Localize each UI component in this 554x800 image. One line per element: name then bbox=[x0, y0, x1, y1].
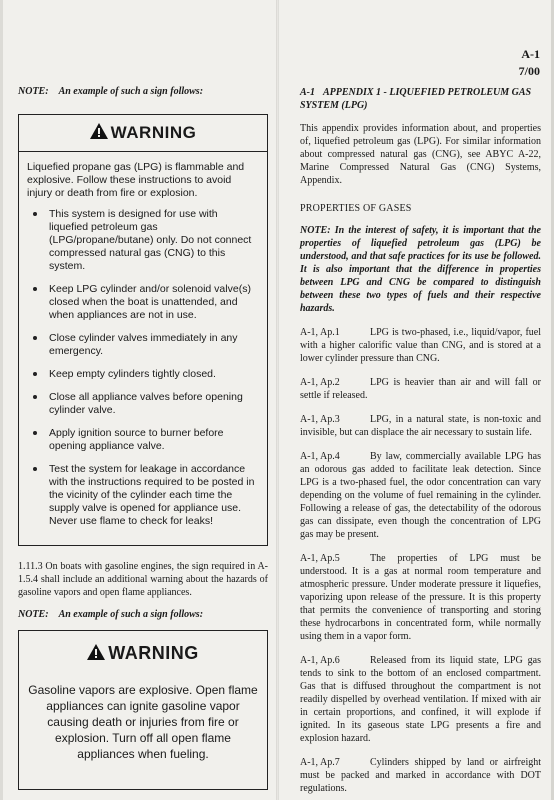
bullet-icon bbox=[33, 395, 37, 399]
appendix-title: APPENDIX 1 - LIQUEFIED PETROLEUM GAS SYSTEM (LPG) bbox=[300, 87, 532, 111]
page-number: A-1 bbox=[521, 47, 540, 61]
ap-paragraph bbox=[300, 552, 541, 643]
warning-item bbox=[29, 427, 257, 453]
appendix-intro: This appendix provides information about, and properties of, liquefied petroleum gas (LPG). For similar information about compressed natural gas (CNG), see ABYC A-22, Marine Compressed Natural Gas (CNG) Systems, Appendix. bbox=[300, 123, 541, 186]
warning-item bbox=[29, 283, 257, 322]
page-edge-left bbox=[0, 0, 3, 800]
bullet-icon bbox=[33, 212, 37, 216]
warning-item-text: Keep LPG cylinder and/or solenoid valve(s) closed when the boat is unattended, and when appliances are not in use. bbox=[49, 283, 251, 321]
ap-text: Released from its liquid state, LPG gas tends to sink to the bottom of an enclosed compartment. Gas that is diffused throughout the compartment is not readily dispelled by overhead ventilation. If mixed with air in certain proportions, and confined, it will explode if ignited. In its gaseous state LPG presents a fire and explosion hazard. bbox=[300, 655, 541, 744]
ap-text: LPG, in a natural state, is non-toxic and invisible, but can displace the air necessary to sustain life. bbox=[300, 414, 541, 438]
left-column bbox=[18, 86, 268, 790]
warning-item-text: Close cylinder valves immediately in any emergency. bbox=[49, 332, 238, 357]
page-header bbox=[519, 46, 540, 80]
ap-ref: A-1, Ap.4 bbox=[300, 451, 340, 462]
warning-title bbox=[19, 631, 267, 672]
ap-ref: A-1, Ap.3 bbox=[300, 414, 340, 425]
ap-text: The properties of LPG must be understood. It is a gas at normal room temperature and atmospheric pressure. Under moderate pressure it liquefies, vaporizing upon release of the pressure. It is this property that permits the convenience of transporting and storing these hydrocarbons in concentrated form, while normally using them in a vapor form. bbox=[300, 553, 541, 642]
warning-triangle-icon bbox=[87, 644, 105, 660]
warning-item bbox=[29, 368, 257, 381]
ap-paragraph bbox=[300, 756, 541, 795]
note-sign-example-2 bbox=[18, 609, 268, 620]
appendix-ref: A-1 bbox=[300, 87, 315, 98]
lpg-warning-sign bbox=[18, 114, 268, 546]
warning-item bbox=[29, 391, 257, 417]
ap-paragraph bbox=[300, 413, 541, 439]
warning-triangle-icon bbox=[90, 123, 108, 139]
ap-ref: A-1, Ap.5 bbox=[300, 553, 340, 564]
ap-paragraph bbox=[300, 654, 541, 745]
safety-note: NOTE: In the interest of safety, it is important that the properties of liquefied petroleum gas (LPG) be understood, and that safe practices for its use be followed. It is also important that the difference in properties between LPG and CNG be compared to distinguish between these two types of fuels and their respective hazards. bbox=[300, 225, 541, 314]
warning-body: Gasoline vapors are explosive. Open flame appliances can ignite gasoline vapor causing death or injuries from fire or explosion. Turn off all open flame appliances when fueling. bbox=[28, 683, 258, 761]
ap-text: LPG is heavier than air and will fall or settle if released. bbox=[300, 377, 541, 401]
bullet-icon bbox=[33, 336, 37, 340]
ap-text: Cylinders shipped by land or airfreight must be packed and marked in accordance with DOT regulations. bbox=[300, 757, 541, 794]
ap-paragraph bbox=[300, 376, 541, 402]
bullet-icon bbox=[33, 431, 37, 435]
warning-item-text: This system is designed for use with liquefied petroleum gas (LPG/propane/butane) only. Do not connect compressed natural gas (CNG) to this system. bbox=[49, 208, 252, 272]
ap-ref: A-1, Ap.2 bbox=[300, 377, 340, 388]
note-text: An example of such a sign follows: bbox=[58, 609, 204, 620]
page-fold bbox=[276, 0, 279, 800]
warning-list bbox=[19, 208, 267, 528]
right-column bbox=[300, 86, 541, 795]
appendix-heading bbox=[300, 86, 541, 112]
ap-text: LPG is two-phased, i.e., liquid/vapor, fuel with a higher calorific value than CNG, and is stored at a lower cylinder pressure than CNG. bbox=[300, 327, 541, 364]
warning-item-text: Test the system for leakage in accordance with the instructions required to be posted in the vicinity of the cylinder each time the supply valve is opened for appliance use. Never use flame to check for leaks! bbox=[49, 463, 255, 527]
warning-item bbox=[29, 332, 257, 358]
paragraph-1-11-3: 1.11.3 On boats with gasoline engines, the sign required in A-1.5.4 shall include an additional warning about the hazards of gasoline vapors and open flame appliances. bbox=[18, 561, 268, 598]
note-label: NOTE: bbox=[18, 609, 49, 620]
warning-title bbox=[19, 115, 267, 152]
ap-ref: A-1, Ap.7 bbox=[300, 757, 340, 768]
ap-paragraph bbox=[300, 326, 541, 365]
warning-item bbox=[29, 463, 257, 528]
warning-intro: Liquefied propane gas (LPG) is flammable and explosive. Follow these instructions to avoid injury or death from fire or explosion. bbox=[27, 161, 245, 199]
warning-item-text: Keep empty cylinders tightly closed. bbox=[49, 368, 216, 380]
page-date: 7/00 bbox=[518, 64, 540, 78]
section-title: PROPERTIES OF GASES bbox=[300, 203, 412, 214]
ap-paragraph bbox=[300, 450, 541, 541]
ap-ref: A-1, Ap.6 bbox=[300, 655, 340, 666]
warning-item-text: Close all appliance valves before opening cylinder valve. bbox=[49, 391, 243, 416]
warning-item bbox=[29, 208, 257, 273]
gasoline-warning-sign bbox=[18, 630, 268, 790]
warning-title-text: WARNING bbox=[108, 643, 199, 663]
note-sign-example-1 bbox=[18, 86, 268, 97]
bullet-icon bbox=[33, 287, 37, 291]
note-text: An example of such a sign follows: bbox=[58, 86, 204, 97]
warning-title-text: WARNING bbox=[110, 123, 197, 142]
bullet-icon bbox=[33, 467, 37, 471]
ap-text: By law, commercially available LPG has an odorous gas added to facilitate leak detection. Since LPG is a two-phased fuel, the odor concentration can vary depending on the volume of fuel remaining in the cylinder. Following a release of gas, the detectability of the odorous gas can dissipate, even though the concentration of LPG gas may be present. bbox=[300, 451, 541, 540]
warning-item-text: Apply ignition source to burner before opening appliance valve. bbox=[49, 427, 224, 452]
note-label: NOTE: bbox=[18, 86, 49, 97]
ap-ref: A-1, Ap.1 bbox=[300, 327, 340, 338]
bullet-icon bbox=[33, 372, 37, 376]
